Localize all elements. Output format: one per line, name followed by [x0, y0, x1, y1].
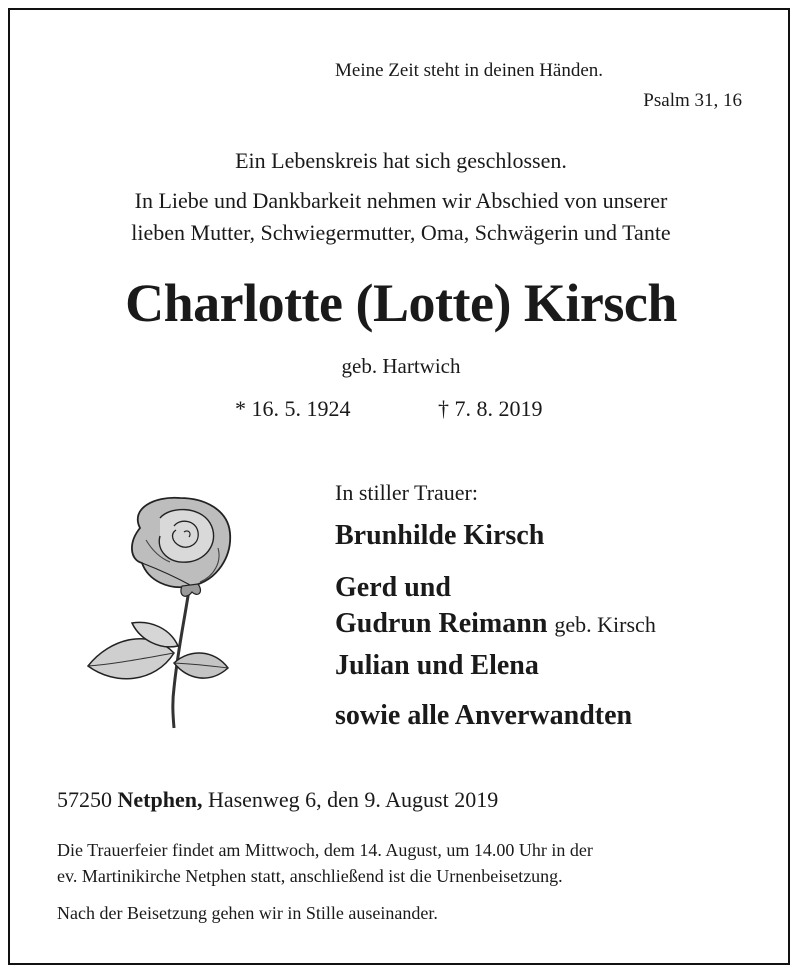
funeral-line-3: Nach der Beisetzung gehen wir in Stille auseinander.	[57, 903, 438, 923]
rose-icon	[70, 488, 240, 733]
deceased-name: Charlotte (Lotte) Kirsch	[125, 273, 677, 333]
funeral-line-1: Die Trauerfeier findet am Mittwoch, dem 14. August, um 14.00 Uhr in der	[57, 840, 593, 860]
mourner-line-3	[335, 608, 656, 640]
obituary-notice	[8, 8, 790, 965]
birth-date: * 16. 5. 1924	[235, 396, 351, 421]
address-zip: 57250	[57, 787, 112, 812]
funeral-line-2: ev. Martinikirche Netphen statt, anschließend ist die Urnenbeisetzung.	[57, 866, 563, 886]
death-date: † 7. 8. 2019	[438, 396, 543, 421]
address-city: Netphen,	[117, 787, 203, 812]
mourner-line-2: Gerd und	[335, 572, 451, 603]
mourner-line-3-name: Gudrun Reimann	[335, 608, 548, 639]
mourner-line-5: sowie alle Anverwandten	[335, 700, 633, 731]
address-line	[57, 787, 498, 813]
intro-line-3: lieben Mutter, Schwiegermutter, Oma, Schwägerin und Tante	[131, 220, 671, 245]
intro-line-1: Ein Lebenskreis hat sich geschlossen.	[235, 148, 567, 173]
address-rest: Hasenweg 6, den 9. August 2019	[207, 787, 499, 812]
mourning-heading: In stiller Trauer:	[335, 480, 478, 505]
motto: Meine Zeit steht in deinen Händen.	[335, 60, 604, 81]
birth-name: geb. Hartwich	[341, 354, 461, 378]
intro-line-2: In Liebe und Dankbarkeit nehmen wir Abschied von unserer	[134, 188, 668, 213]
mourner-line-4: Julian und Elena	[335, 650, 539, 681]
psalm-reference: Psalm 31, 16	[643, 90, 742, 111]
mourner-line-1: Brunhilde Kirsch	[335, 520, 545, 551]
mourner-line-3-note: geb. Kirsch	[554, 612, 656, 637]
